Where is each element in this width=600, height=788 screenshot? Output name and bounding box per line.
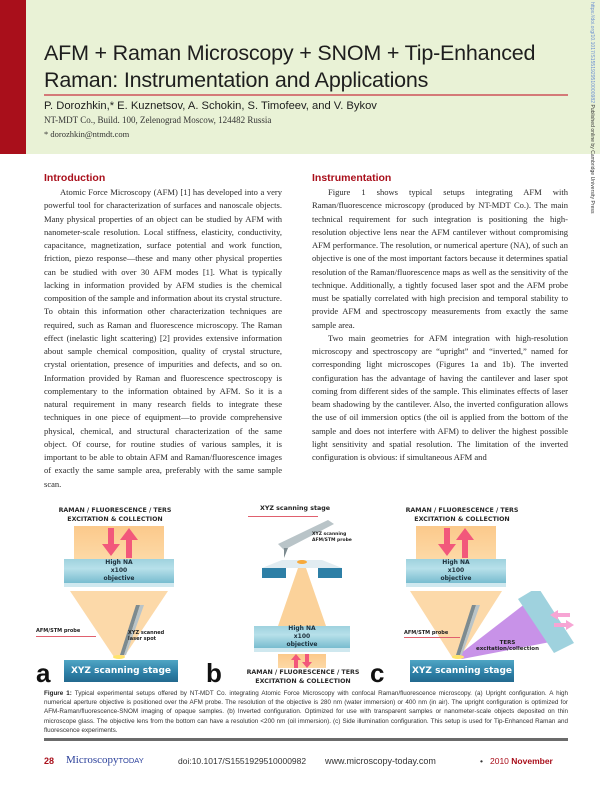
section-heading-introduction: Introduction [44,172,106,184]
footer-separator: • [480,756,483,766]
title-line-2: Raman: Instrumentation and Applications [44,68,429,92]
brand-red-bar [0,0,26,154]
figure-caption [44,689,568,735]
page-footer [44,756,574,770]
author-list: P. Dorozhkin,* E. Kuznetsov, A. Schokin, S. Timofeev, and V. Bykov [44,100,377,112]
article-title [44,40,564,94]
paragraph: Atomic Force Microscopy (AFM) [1] has developed into a very powerful tool for characterization of surfaces and nanoscale objects. Many physical properties of an object can be studied by AFM with nanometer-scale resolution. Local stiffness, elasticity, conductivity, capacitance, magnetization, surface potential and work function, friction, piezo response—these and many other physical properties can be studied with over 30 AFM modes [1]. What is typically lacking in information provided by AFM studies is the chemical composition of the sample and information about its crystal structure. To obtain this information other characterization techniques are required, such as Raman and fluorescence microscopy. The Raman effect (inelastic light scattering) [2] provides extensive information about sample chemical composition, quality of crystal structure, crystal orientation, presence of impurities and defects, and so on. Information provided by Raman and fluorescence spectroscopy is complementary to the information obtained by AFM. So it is a natural requirement in many research fields to integrate these techniques in one piece of equipment—to provide comprehensive physical, chemical, and structural characterization of the same object. Of course, for routine studies of various samples, it is important to be able to obtain AFM and Raman/fluorescence images of exactly the same sample area, preferably with the same sample scan. [44,187,282,489]
panel-letter-a: a [36,658,51,688]
affiliation: NT-MDT Co., Build. 100, Zelenograd Moscow, 124482 Russia [44,115,272,125]
scanning-stage: XYZ scanning stage [410,660,514,682]
paragraph: Two main geometries for AFM integration with high-resolution microscopy and spectroscopy are “upright” and “inverted,” named for corresponding light microscopes (Figures 1a and 1b). The inverted configuration has the advantage of having the cantilever and laser spot coming from different sides of the sample. This eliminates effects of laser beam shadowing by the cantilever. Also, the inverted configuration allows the use of oil immersion optics (the oil is applied from the bottom of the sample and does not interfere with AFM) to deliver the highest possible light sensitivity and spatial resolution. The limitation of the inverted configuration is obvious: if simultaneous AFM and [312,332,568,462]
panel-a-top-label: RAMAN / FLUORESCENCE / TERS EXCITATION & COLLECTION [58,507,172,523]
side-bidirectional-arrows-icon [550,610,574,630]
leader-line [248,516,318,517]
bidirectional-arrows-icon [436,528,476,558]
column-left [44,172,282,491]
panel-letter-c: c [370,658,385,688]
probe-label: AFM/STM probe [404,630,449,636]
corresponding-email[interactable]: * dorozhkin@ntmdt.com [44,129,130,139]
ters-label: TERS excitation/collection [476,640,539,652]
figure-1 [30,500,580,688]
side-doi-link[interactable]: https://doi.org/10.1017/S1551929510000982 [589,2,595,104]
panel-letter-b: b [206,658,222,688]
side-publisher-note: Published online by Cambridge University Press [589,104,595,214]
footer-doi[interactable]: doi:10.1017/S1551929510000982 [178,756,307,766]
objective-lens: High NA x100 objective [254,626,350,652]
leader-line [36,636,96,637]
title-line-1: AFM + Raman Microscopy + SNOM + Tip-Enhanced [44,41,536,65]
panel-b-stage-label: XYZ scanning stage [260,505,330,512]
page-number: 28 [44,756,55,766]
scanning-stage: XYZ scanning stage [64,660,178,682]
caption-label: Figure 1: [44,690,72,697]
journal-logo: MicroscopyTODAY [66,754,144,766]
objective-lens: High NA x100 objective [406,559,506,587]
panel-b-probe-label: XYZ scanning AFM/STM probe [312,532,352,543]
journal-website-link[interactable]: www.microscopy-today.com [325,756,436,766]
bidirectional-arrows-icon [100,528,140,558]
probe-label: AFM/STM probe [36,628,81,634]
issue-date: 2010 November [490,756,553,766]
column-right [312,172,568,464]
side-notice [586,0,600,300]
leader-line [404,637,460,638]
focused-beam-cone [64,591,174,661]
paragraph: Figure 1 shows typical setups integrating AFM with Raman/fluorescence microscopy (produced by NT-MDT Co.). The main technical requirement for such integration is positioning the high-resolution objective lens near the AFM cantilever without compromising AFM performance. The resolution, or numerical aperture (NA), of such an objective is one of the most important factors because it determines spatial resolution of the Raman/fluorescence maps as well as the sensitivity of the technique. Additionally, a tightly focused laser spot and the AFM probe must be spatially correlated with high precision and temporal stability to provide AFM and spectroscopy measurements from exactly the same sample area. [312,187,568,330]
laser-spot-label: XYZ scanned laser spot [128,630,165,642]
objective-lens: High NA x100 objective [64,559,174,587]
panel-b-bottom-label: RAMAN / FLUORESCENCE / TERS EXCITATION & COLLECTION [246,669,360,685]
title-divider [44,94,568,96]
section-heading-instrumentation: Instrumentation [312,172,392,184]
panel-c-top-label: RAMAN / FLUORESCENCE / TERS EXCITATION & COLLECTION [405,507,519,523]
caption-text: Typical experimental setups offered by NT-MDT Co. integrating Atomic Force Microscopy with confocal Raman/fluorescence microscopy. (a) Upright configuration. A high numerical aperture objective is positioned over the AFM probe. The resolution of the objective is 280 nm (water immersion) or 400 nm (in air). The upright configuration is optimized for AFM-Raman/fluorescence-SNOM imaging of opaque samples. (b) Inverted configuration. Optimized for use with transparent samples or nanometer-scale objects deposited on thin microscope glass. The objective lens from the bottom can have a resolution <200 nm (oil immersion). (c) Side illumination configuration. This setup is used for Tip-Enhanced Raman and fluorescence experiments. [44,690,569,734]
bidirectional-arrows-icon [290,654,314,668]
caption-divider [44,738,568,741]
